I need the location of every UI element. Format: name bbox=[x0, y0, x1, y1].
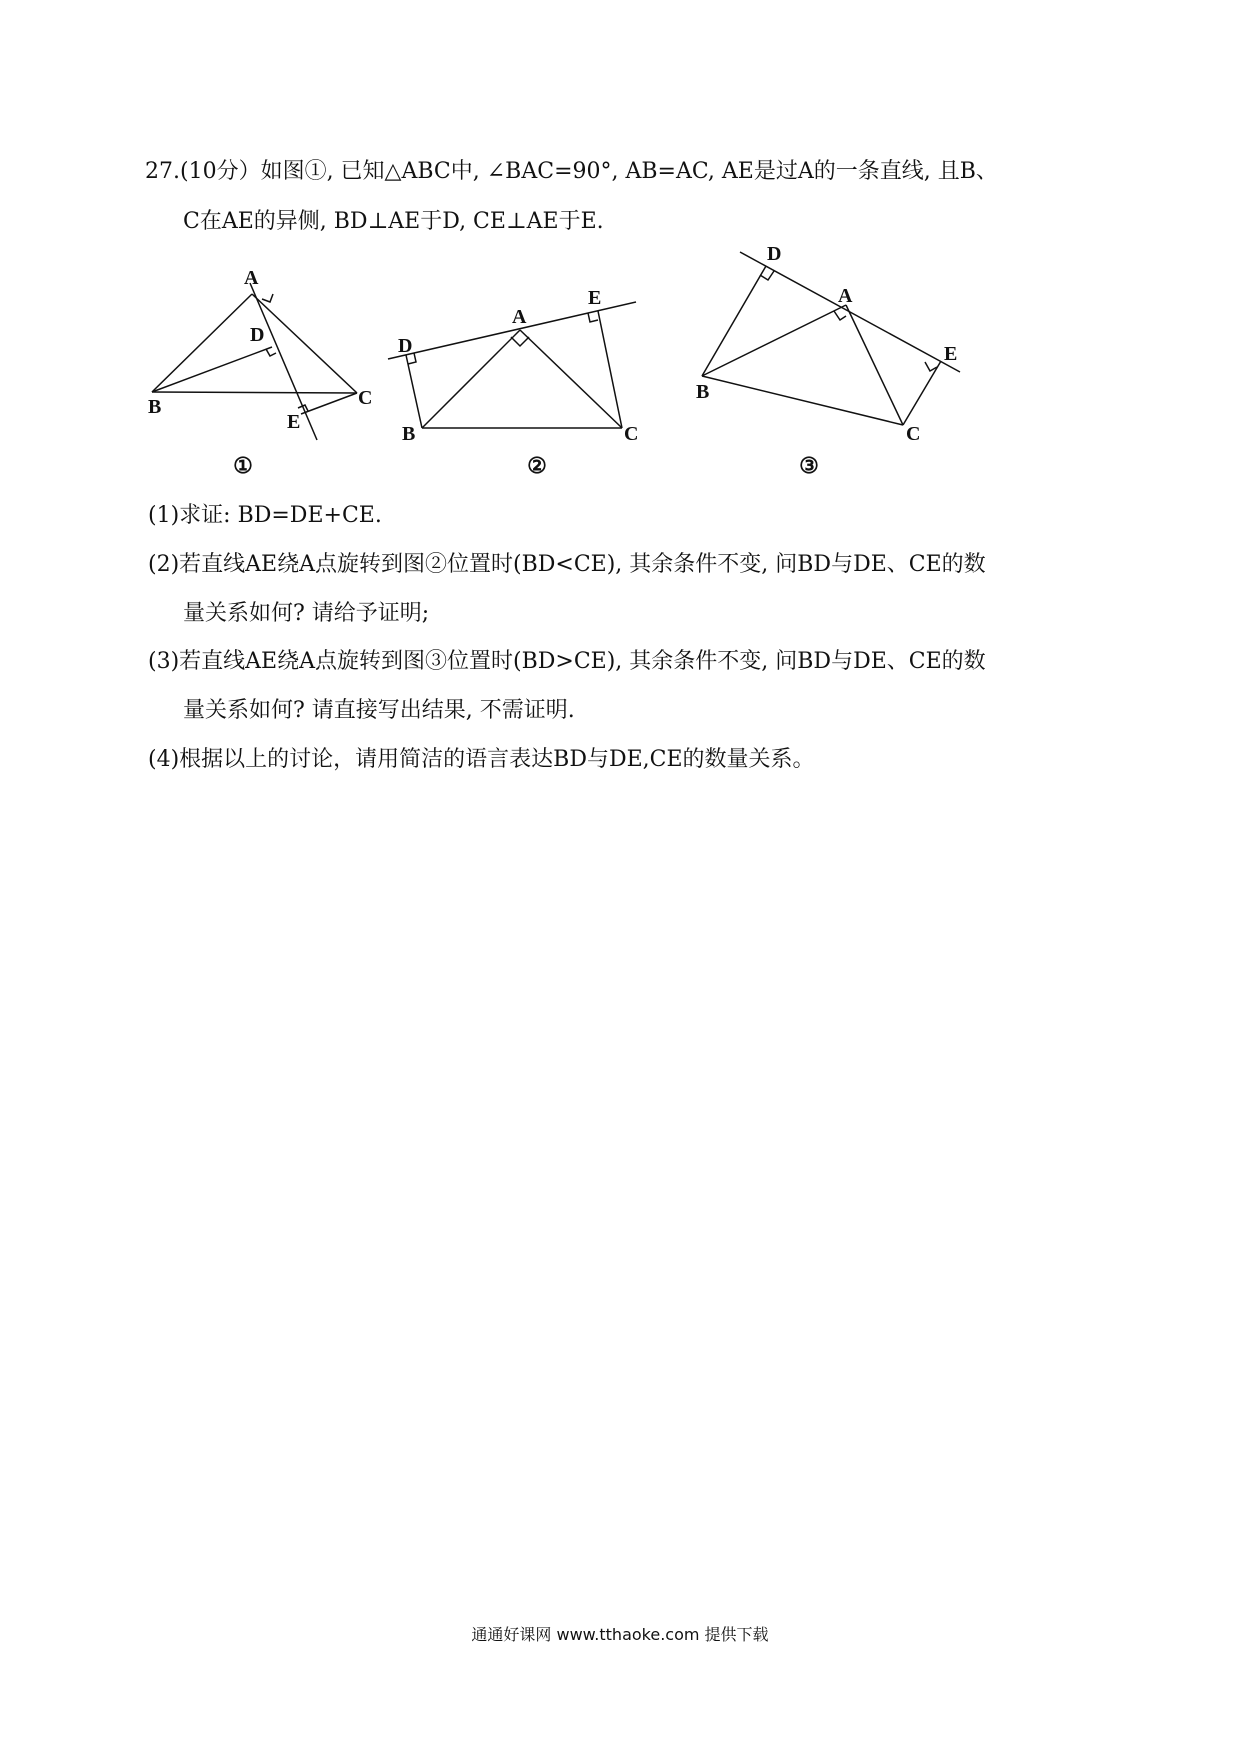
fig3-segment-CE bbox=[903, 361, 941, 425]
fig1-right-angle-A bbox=[262, 294, 273, 302]
fig1-caption: ① bbox=[233, 453, 253, 479]
fig2-label-D: D bbox=[398, 335, 413, 357]
page-footer: 通通好课网 www.tthaoke.com 提供下载 bbox=[471, 1625, 769, 1644]
fig2-label-C: C bbox=[624, 423, 639, 445]
fig3-label-D: D bbox=[767, 243, 782, 265]
question-2-line2: 量关系如何? 请给予证明; bbox=[183, 601, 430, 626]
fig2-label-A: A bbox=[512, 306, 527, 328]
problem-statement-line2: C在AE的异侧, BD⊥AE于D, CE⊥AE于E. bbox=[183, 209, 604, 234]
fig2-segment-CE bbox=[598, 311, 622, 428]
fig3-label-A: A bbox=[838, 285, 853, 307]
fig3-label-E: E bbox=[944, 343, 958, 365]
fig1-label-D: D bbox=[250, 324, 265, 346]
fig1-right-angle-D bbox=[266, 349, 276, 356]
fig1-label-E: E bbox=[287, 411, 301, 433]
fig3-caption: ③ bbox=[799, 453, 819, 479]
fig2-right-angle-A bbox=[511, 337, 529, 346]
fig3-segment-AC bbox=[846, 305, 903, 425]
fig1-label-A: A bbox=[244, 267, 259, 289]
question-2-line1: (2)若直线AE绕A点旋转到图②位置时(BD<CE), 其余条件不变, 问BD与DE、CE的数 bbox=[148, 552, 986, 577]
figure-1-diagram bbox=[152, 283, 357, 440]
fig3-right-angle-A bbox=[834, 311, 846, 320]
fig3-label-B: B bbox=[696, 381, 710, 403]
question-3-line2: 量关系如何? 请直接写出结果, 不需证明. bbox=[183, 698, 575, 723]
question-4: (4)根据以上的讨论，请用简洁的语言表达BD与DE,CE的数量关系。 bbox=[148, 747, 815, 772]
fig2-segment-AB bbox=[422, 330, 520, 428]
question-1: (1)求证: BD=DE+CE. bbox=[148, 503, 382, 528]
fig2-segment-AC bbox=[520, 330, 622, 428]
fig3-label-C: C bbox=[906, 423, 921, 445]
fig2-label-B: B bbox=[402, 423, 416, 445]
fig3-segment-BC bbox=[702, 376, 903, 425]
fig1-segment-AC bbox=[252, 294, 357, 393]
problem-statement-line1: 27.(10分）如图①, 已知△ABC中, ∠BAC=90°, AB=AC, AE是过A的一条直线, 且B、 bbox=[145, 159, 998, 184]
fig1-segment-CE bbox=[301, 393, 357, 414]
fig1-label-B: B bbox=[148, 396, 162, 418]
fig1-segment-AB bbox=[152, 294, 252, 392]
fig2-caption: ② bbox=[527, 453, 547, 479]
geometry-figures bbox=[0, 0, 1240, 500]
fig3-segment-AB bbox=[702, 305, 846, 376]
fig1-label-C: C bbox=[358, 387, 373, 409]
fig2-label-E: E bbox=[588, 287, 602, 309]
fig2-right-angle-E bbox=[588, 313, 598, 322]
fig1-segment-BC bbox=[152, 392, 357, 393]
figure-3-diagram bbox=[702, 252, 960, 425]
question-3-line1: (3)若直线AE绕A点旋转到图③位置时(BD>CE), 其余条件不变, 问BD与DE、CE的数 bbox=[148, 649, 986, 674]
fig1-segment-BD bbox=[152, 347, 272, 392]
fig2-segment-BD bbox=[406, 355, 422, 428]
fig1-line-AE bbox=[250, 283, 317, 440]
